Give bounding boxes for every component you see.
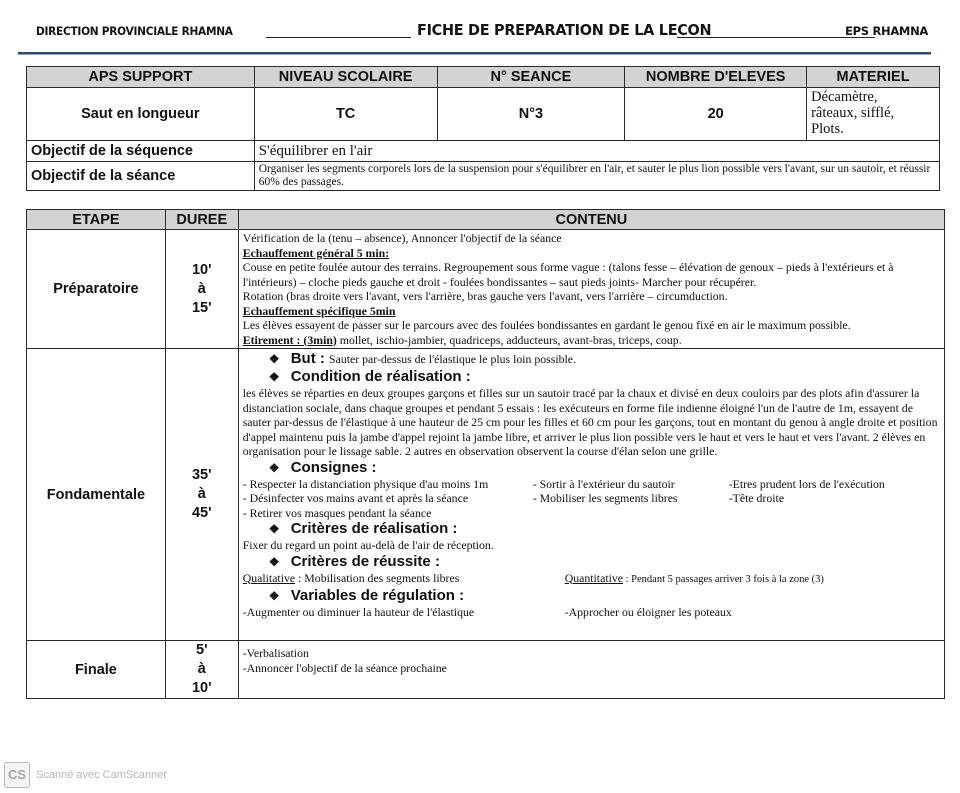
variables-title: Variables de régulation : [290, 587, 465, 604]
echauffement-specifique-text: Les élèves essayent de passer sur le parcours avec des foulées bondissantes en gardant le genou fixé en air le maximum possible. [242, 318, 851, 332]
diamond-bullet-icon: ❖ [268, 554, 280, 569]
consigne-item: - Désinfecter vos mains avant et après la séance [242, 491, 469, 505]
etirement-title: Etirement : (3min) [242, 332, 337, 347]
etirement-text: mollet, ischio-jambier, quadriceps, adducteurs, avant-bras, triceps, coup. [336, 332, 682, 347]
consignes-col-1 [243, 477, 533, 521]
etirement-line [243, 333, 940, 348]
consignes-title: Consignes : [290, 458, 377, 476]
duree-end: 15' [191, 299, 212, 316]
duree-start: 5' [196, 642, 208, 658]
variable-item: -Augmenter ou diminuer la hauteur de l'élastique [242, 605, 475, 619]
document-header [36, 22, 928, 42]
duree-start: 10' [191, 261, 212, 278]
row-fondamentale [27, 349, 945, 641]
echauffement-general-title: Echauffement général 5 min: [242, 245, 390, 260]
consigne-item: -Etres prudent lors de l'exécution [728, 476, 885, 491]
eleves-value: 20 [625, 88, 807, 141]
consignes-section [243, 459, 940, 477]
diamond-bullet-icon: ❖ [268, 460, 280, 475]
consigne-item: - Mobiliser les segments libres [532, 491, 678, 505]
objectif-seance-value: Organiser les segments corporels lors de la suspension pour s'équilibrer en l'air, et sauter le plus lion possible vers l'avant, sur un sautoir, et réussir 60% des passages. [254, 162, 939, 191]
objectif-sequence-row [27, 141, 940, 162]
diamond-bullet-icon: ❖ [268, 370, 280, 384]
but-title: But : [290, 350, 325, 367]
contenu-finale [238, 641, 944, 699]
header-direction: DIRECTION PROVINCIALE RHAMNA [36, 24, 233, 38]
objectif-sequence-label: Objectif de la séquence [27, 141, 255, 162]
row-finale [27, 641, 945, 699]
duree-fondamentale [165, 349, 238, 641]
camscanner-text: Scanné avec CamScanner [36, 769, 167, 781]
lesson-info-table [26, 66, 940, 191]
objectif-sequence-value: S'équilibrer en l'air [254, 141, 939, 162]
duree-preparatoire [165, 230, 238, 349]
header-etape: ETAPE [27, 210, 166, 230]
duree-finale [165, 641, 238, 699]
variable-item: -Approcher ou éloigner les poteaux [564, 605, 732, 619]
echauffement-general-text: Couse en petite foulée autour des terrains. Regroupement sous forme vague : (talons fesse – élévation de genoux – pieds à l'extérieurs et à l'intérieurs) – cloche pieds gauche et droit - foulées bondissantes – saut pieds joints- Marcher pour récupérer. [242, 260, 894, 289]
consigne-item: - Retirer vos masques pendant la séance [242, 505, 432, 520]
variables-list [243, 605, 940, 620]
header-nombre-eleves: NOMBRE D'ELEVES [625, 67, 807, 88]
rotation-text: Rotation (bras droite vers l'avant, vers l'arrière, bras gauche vers l'avant, vers l'arrière – circumduction. [242, 289, 728, 303]
header-aps-support: APS SUPPORT [27, 67, 255, 88]
finale-line: -Verbalisation [242, 646, 309, 660]
contenu-fondamentale [238, 349, 944, 641]
criteres-realisation-text: Fixer du regard un point au-delà de l'air de réception. [242, 538, 494, 552]
but-text: Sauter par-dessus de l'élastique le plus loin possible. [329, 352, 576, 366]
camscanner-watermark [4, 762, 167, 788]
info-header-row [27, 67, 940, 88]
header-contenu: CONTENU [238, 210, 944, 230]
condition-title: Condition de réalisation : [290, 368, 471, 385]
variables-section [243, 587, 940, 605]
niveau-value: TC [254, 88, 437, 141]
consigne-item: - Respecter la distanciation physique d'au moins 1m [242, 476, 489, 491]
header-underline-left [266, 37, 411, 38]
echauffement-specifique-title: Echauffement spécifique 5min [242, 303, 396, 318]
diamond-bullet-icon: ❖ [268, 589, 280, 603]
camscanner-logo-icon: CS [4, 762, 30, 788]
info-values-row [27, 88, 940, 141]
diamond-bullet-icon: ❖ [268, 352, 280, 366]
duree-sep: à [197, 280, 206, 297]
criteres-realisation-title: Critères de réalisation : [290, 520, 458, 537]
criteres-realisation-section [243, 520, 940, 538]
qualitative-item [243, 571, 565, 588]
duree-sep: à [197, 661, 206, 677]
title-divider [18, 52, 931, 54]
aps-support-value: Saut en longueur [27, 88, 255, 141]
duree-sep: à [197, 486, 206, 502]
consignes-col-2 [533, 477, 729, 521]
but-section [243, 350, 940, 368]
etape-preparatoire: Préparatoire [27, 230, 166, 349]
consigne-item: - Sortir à l'extérieur du sautoir [532, 476, 675, 491]
finale-line: -Annoncer l'objectif de la séance prochaine [242, 660, 447, 675]
materiel-line: Plots. [811, 121, 844, 137]
header-duree: DUREE [165, 210, 238, 230]
header-n-seance: N° SEANCE [437, 67, 625, 88]
etape-finale: Finale [27, 641, 166, 699]
consigne-item: -Tête droite [728, 491, 785, 505]
consignes-list [243, 477, 940, 521]
header-eps: EPS RHAMNA [845, 24, 928, 38]
duree-end: 45' [191, 505, 212, 521]
criteres-reussite-title: Critères de réussite : [290, 552, 440, 570]
condition-text: les élèves se réparties en deux groupes garçons et filles sur un sautoir tracé par la chaux et divisé en deux couloirs par des plots afin d'assurer la distanciation sociale, dans chaque groupes et pendant 5 essais : les exécuteurs en forme file indienne éloigné l'un de l'autre de 1m, essayent de sauter par-dessus de l'élastique à une hauteur de 25 cm pour les filles et 60 cm pour les garçons, tout en montant du genou à angle droite et position d'appel maintenu puis la jambe d'appel rejoint la jambe libre, et arriver le plus lion possible vers le haut et vers le haut et vers l'avant. 2 élèves en organisation pour le lissage sable. 2 autres en observation observent la course d'élan selon une grille. [242, 386, 938, 458]
row-preparatoire [27, 230, 945, 349]
quantitative-item [565, 571, 824, 588]
diamond-bullet-icon: ❖ [268, 522, 280, 536]
qualitative-text: : Mobilisation des segments libres [295, 570, 460, 585]
quantitative-text: : Pendant 5 passages arriver 3 fois à la zone (3) [623, 573, 824, 585]
duree-start: 35' [191, 467, 212, 483]
criteres-reussite-list [243, 571, 940, 588]
contenu-preparatoire [238, 230, 944, 349]
seance-value: N°3 [437, 88, 625, 141]
duree-end: 10' [191, 680, 212, 696]
plan-header-row [27, 210, 945, 230]
quantitative-label: Quantitative [564, 570, 624, 585]
condition-section [243, 368, 940, 386]
lesson-plan-table [26, 209, 945, 699]
materiel-value [807, 88, 940, 141]
header-materiel: MATERIEL [807, 67, 940, 88]
objectif-seance-row [27, 162, 940, 191]
header-niveau-scolaire: NIVEAU SCOLAIRE [254, 67, 437, 88]
document-title: FICHE DE PREPARATION DE LA LECON [417, 21, 712, 39]
materiel-line: râteaux, sifflé, [811, 105, 895, 121]
consignes-col-3 [729, 477, 885, 521]
materiel-line: Décamètre, [811, 89, 878, 105]
criteres-reussite-section [243, 553, 940, 571]
etape-fondamentale: Fondamentale [27, 349, 166, 641]
objectif-seance-label: Objectif de la séance [27, 162, 255, 191]
qualitative-label: Qualitative [242, 570, 296, 585]
verification-text: Vérification de la (tenu – absence), Annoncer l'objectif de la séance [242, 231, 562, 245]
